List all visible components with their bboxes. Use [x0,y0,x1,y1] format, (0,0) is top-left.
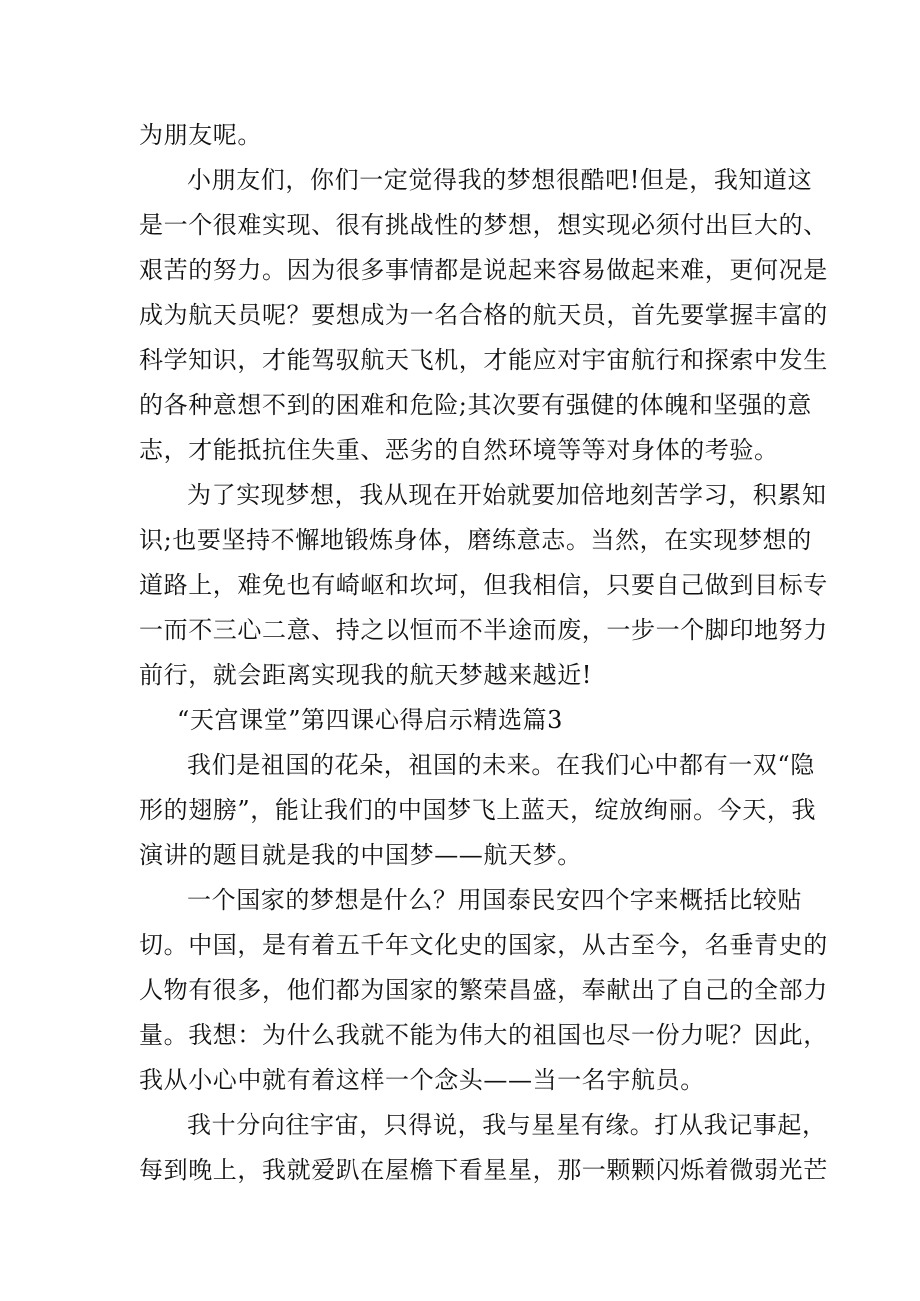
paragraph-line: 艰苦的努力。因为很多事情都是说起来容易做起来难，更何况是 [139,256,828,284]
paragraph-line: 的各种意想不到的困难和危险;其次要有强健的体魄和坚强的意 [139,391,812,419]
paragraph-line: 一而不三心二意、持之以恒而不半途而废，一步一个脚印地努力 [139,616,828,644]
paragraph-line: 道路上，难免也有崎岖和坎坷，但我相信，只要自己做到目标专 [139,571,828,599]
paragraph-line: 成为航天员呢？要想成为一名合格的航天员，首先要掌握丰富的 [139,301,828,329]
text-line: 为朋友呢。 [139,121,262,149]
paragraph-line: 我十分向往宇宙，只得说，我与星星有缘。打从我记事起， [187,1111,827,1139]
paragraph-line: 前行，就会距离实现我的航天梦越来越近! [139,661,593,689]
paragraph-line: 是一个很难实现、很有挑战性的梦想，想实现必须付出巨大的、 [139,211,828,239]
paragraph-line: 识;也要坚持不懈地锻炼身体，磨练意志。当然，在实现梦想的 [139,526,812,554]
paragraph-line: 形的翅膀”，能让我们的中国梦飞上蓝天，绽放绚丽。今天，我 [139,796,817,824]
section-heading: “天宫课堂”第四课心得启示精选篇3 [177,706,564,734]
paragraph-line: 切。中国，是有着五千年文化史的国家，从古至今，名垂青史的 [139,931,828,959]
paragraph-line: 我们是祖国的花朵，祖国的未来。在我们心中都有一双“隐 [187,751,815,779]
paragraph-line: 小朋友们，你们一定觉得我的梦想很酷吧!但是，我知道这 [187,166,813,194]
paragraph-line: 志，才能抵抗住失重、恶劣的自然环境等等对身体的考验。 [139,436,779,464]
paragraph-line: 量。我想：为什么我就不能为伟大的祖国也尽一份力呢？因此， [139,1021,828,1049]
paragraph-line: 我从小心中就有着这样一个念头——当一名宇航员。 [139,1066,705,1094]
paragraph-line: 科学知识，才能驾驭航天飞机，才能应对宇宙航行和探索中发生 [139,346,828,374]
paragraph-line: 人物有很多，他们都为国家的繁荣昌盛，奉献出了自己的全部力 [139,976,828,1004]
paragraph-line: 演讲的题目就是我的中国梦——航天梦。 [139,841,582,869]
paragraph-line: 每到晚上，我就爱趴在屋檐下看星星，那一颗颗闪烁着微弱光芒 [139,1156,828,1184]
paragraph-line: 一个国家的梦想是什么？用国泰民安四个字来概括比较贴 [187,886,802,914]
paragraph-line: 为了实现梦想，我从现在开始就要加倍地刻苦学习，积累知 [187,481,827,509]
